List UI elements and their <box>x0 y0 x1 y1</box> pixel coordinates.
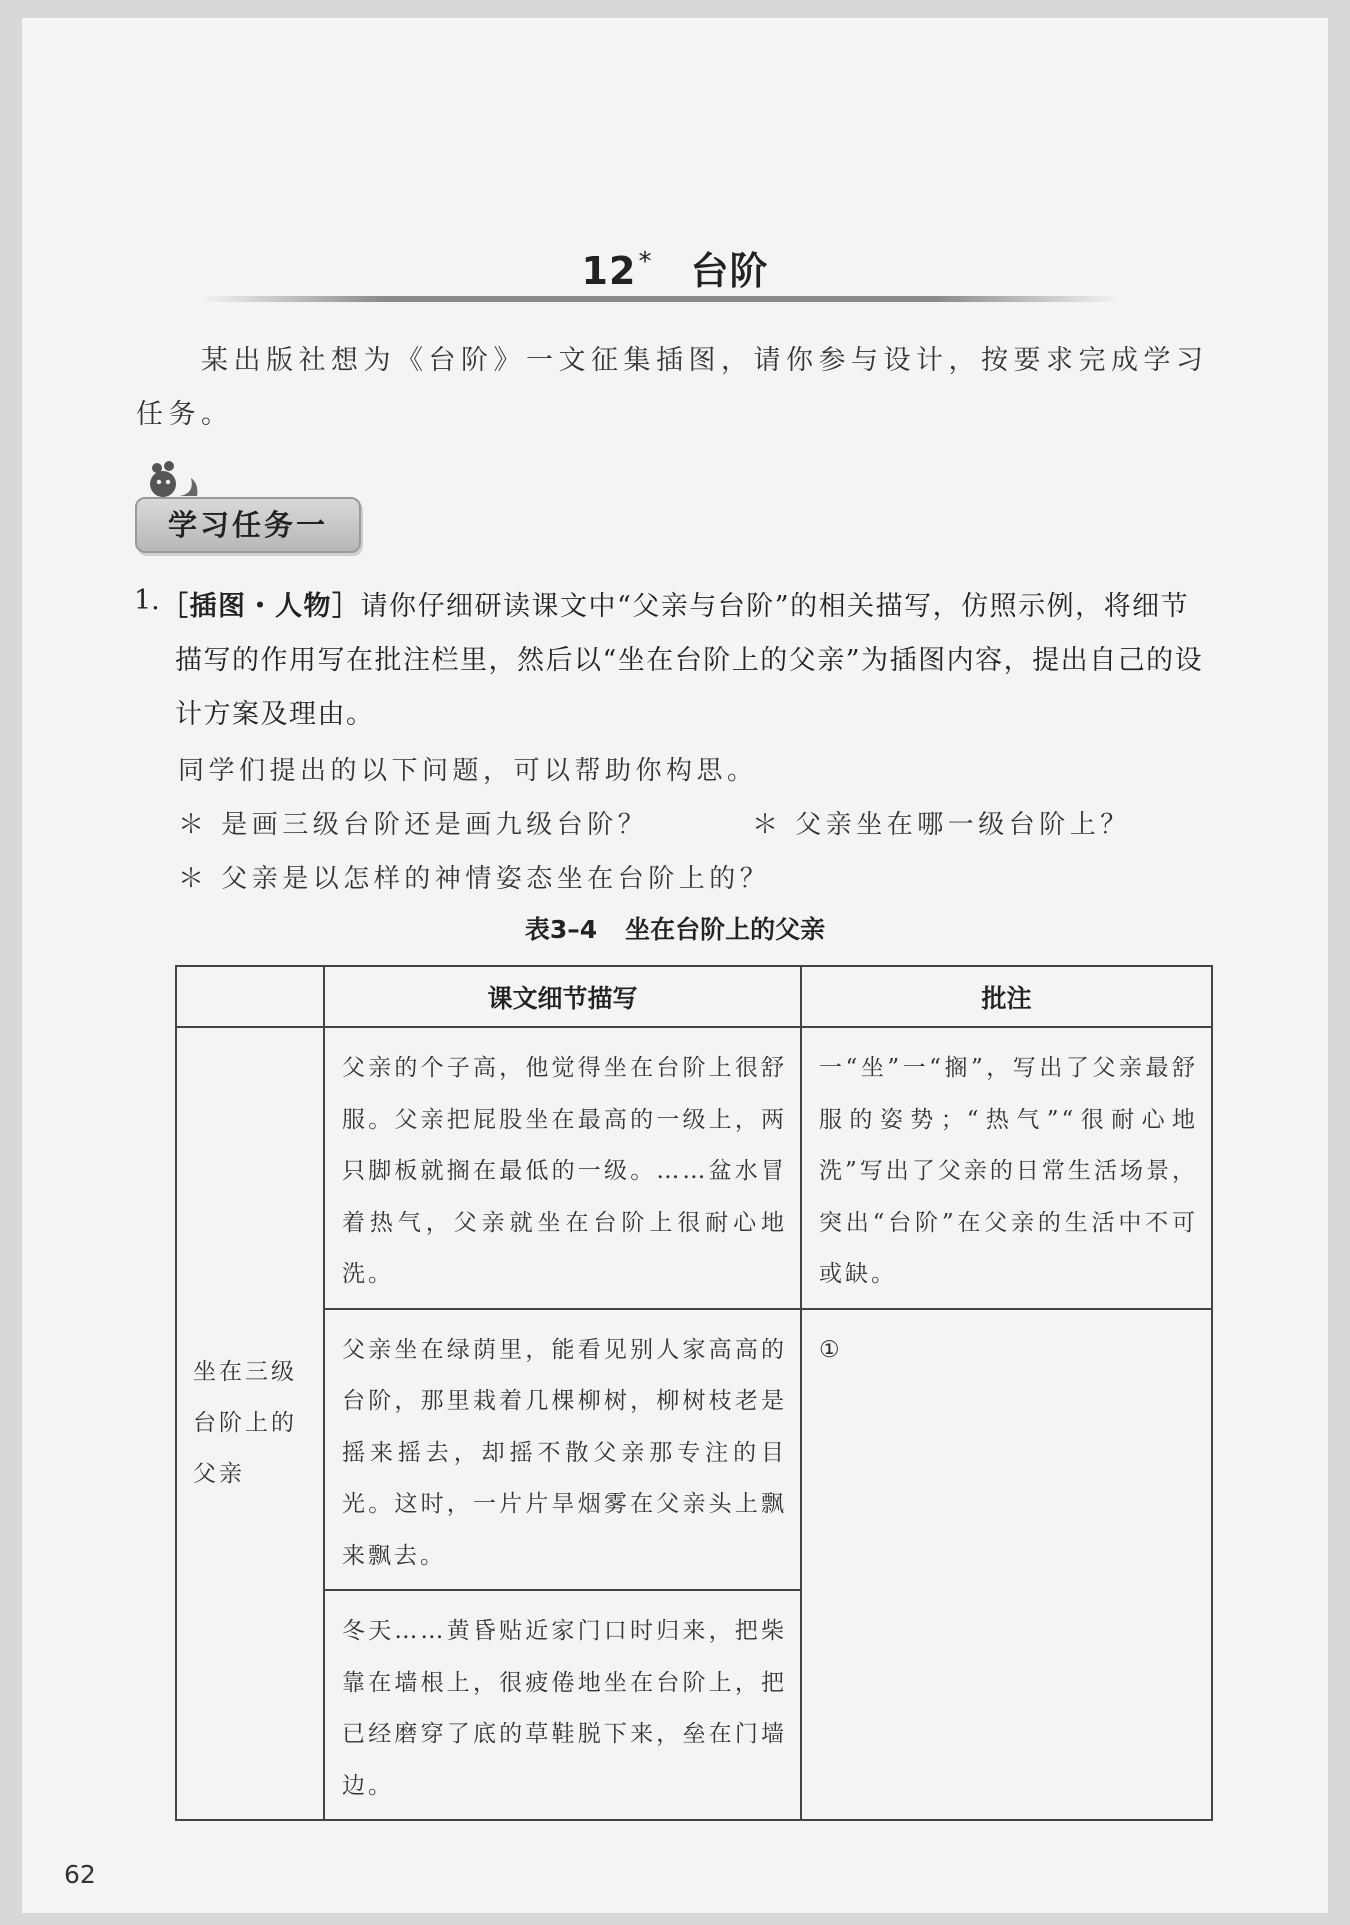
note-answer-blank: ① <box>819 1336 843 1363</box>
chapter-title <box>0 240 1350 295</box>
table-row <box>176 1309 1212 1591</box>
question-number: 1. <box>134 585 160 616</box>
row-label: 坐在三级台阶上的父亲 <box>176 1027 324 1820</box>
annotation-table <box>175 965 1213 1821</box>
question-tag: ［插图・人物］ <box>161 591 361 622</box>
table-header-row <box>176 966 1212 1027</box>
hint-bullet: ＊ 父亲坐在哪一级台阶上？ <box>752 810 1131 840</box>
table-header-note: 批注 <box>801 966 1212 1027</box>
question-hint: 同学们提出的以下问题，可以帮助你构思。 <box>178 756 758 786</box>
detail-cell <box>324 1309 801 1591</box>
table-number: 表3–4 <box>524 915 598 944</box>
table-header-empty <box>176 966 324 1027</box>
page-number: 62 <box>64 1860 96 1889</box>
table-row <box>176 1027 1212 1309</box>
detail-cell <box>324 1027 801 1309</box>
detail-text: 父亲坐在绿荫里，能看见别人家高高的台阶，那里栽着几棵柳树，柳树枝老是摇来摇去，却摇不散父亲那专注的目光。这时，一片片旱烟雾在父亲头上飘来飘去。 <box>342 1336 787 1569</box>
chapter-name: 台阶 <box>690 249 769 293</box>
task-badge-label: 学习任务一 <box>167 508 328 542</box>
table-title: 坐在台阶上的父亲 <box>625 915 826 944</box>
detail-cell <box>324 1590 801 1820</box>
question-text: 请你仔细研读课文中“父亲与台阶”的相关描写，仿照示例，将细节描写的作用写在批注栏里，然后以“坐在台阶上的父亲”为插图内容，提出自己的设计方案及理由。 <box>175 591 1204 730</box>
detail-text: 冬天……黄昏贴近家门口时归来，把柴靠在墙根上，很疲倦地坐在台阶上，把已经磨穿了底的草鞋脱下来，垒在门墙边。 <box>342 1618 787 1799</box>
hint-bullet: ＊ 父亲是以怎样的神情姿态坐在台阶上的？ <box>178 864 771 894</box>
question-body <box>161 580 1215 742</box>
note-cell <box>801 1027 1212 1309</box>
hint-bullet: ＊ 是画三级台阶还是画九级台阶？ <box>178 810 649 840</box>
note-text: 一“坐”一“搁”，写出了父亲最舒服的姿势；“热气”“很耐心地洗”写出了父亲的日常生活场景，突出“台阶”在父亲的生活中不可或缺。 <box>819 1055 1198 1287</box>
note-cell[interactable] <box>801 1309 1212 1821</box>
detail-text: 父亲的个子高，他觉得坐在台阶上很舒服。父亲把屁股坐在最高的一级上，两只脚板就搁在最低的一级。……盆水冒着热气，父亲就坐在台阶上很耐心地洗。 <box>342 1055 787 1287</box>
intro-paragraph: 某出版社想为《台阶》一文征集插图，请你参与设计，按要求完成学习任务。 <box>136 345 1209 430</box>
table-header-detail: 课文细节描写 <box>324 966 801 1027</box>
squirrel-icon <box>143 458 201 500</box>
task-badge <box>135 497 361 553</box>
title-rule <box>200 296 1120 302</box>
chapter-number: 12* <box>581 247 653 293</box>
table-caption <box>0 910 1350 946</box>
